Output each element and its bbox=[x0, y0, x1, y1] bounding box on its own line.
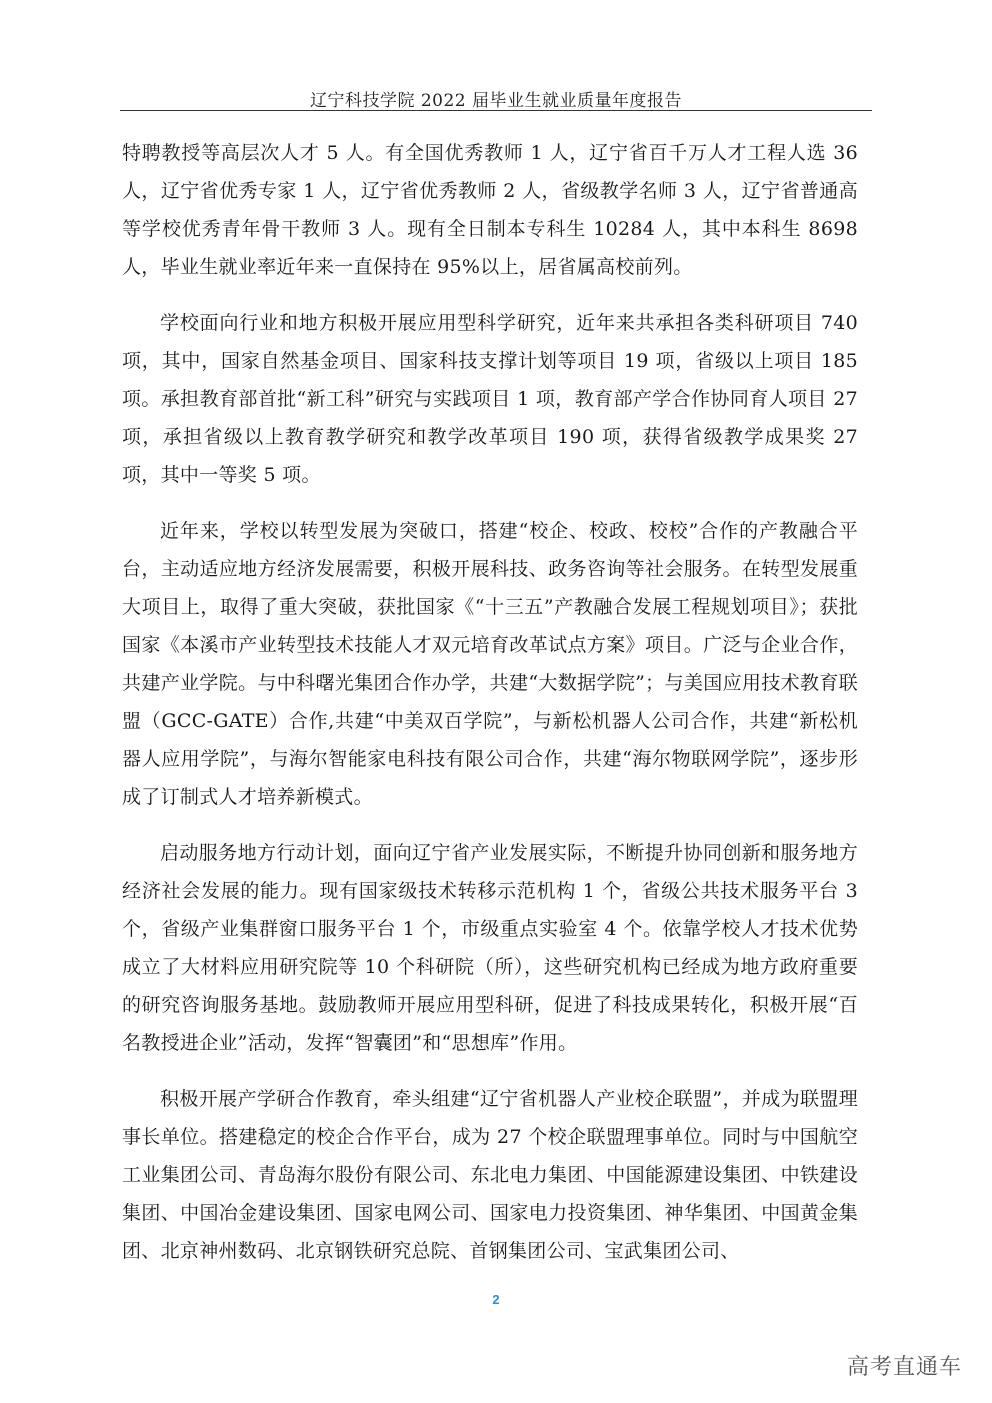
document-body bbox=[122, 134, 858, 1288]
paragraph-research: 学校面向行业和地方积极开展应用型科学研究，近年来共承担各类科研项目 740 项，其中，国家自然基金项目、国家科技支撑计划等项目 19 项，省级以上项目 185 项。承担教育部首批“新工科”研究与实践项目 1 项，教育部产学合作协同育人项目 27 项，承担省级以上教育教学研究和教学改革项目 190 项，获得省级教学成果奖 27 项，其中一等奖 5 项。 bbox=[122, 312, 858, 486]
paragraph-industry-cooperation: 积极开展产学研合作教育，牵头组建“辽宁省机器人产业校企联盟”，并成为联盟理事长单位。搭建稳定的校企合作平台，成为 27 个校企联盟理事单位。同时与中国航空工业集团公司、青岛海尔股份有限公司、东北电力集团、中国能源建设集团、中铁建设集团、中国冶金建设集团、国家电网公司、国家电力投资集团、神华集团、中国黄金集团、北京神州数码、北京钢铁研究总院、首钢集团公司、宝武集团公司、 bbox=[122, 1088, 858, 1262]
page-number: 2 bbox=[492, 1292, 500, 1307]
paragraph-continuation: 特聘教授等高层次人才 5 人。有全国优秀教师 1 人，辽宁省百千万人才工程人选 36 人，辽宁省优秀专家 1 人，辽宁省优秀教师 2 人，省级教学名师 3 人，辽宁省普通高等学校优秀青年骨干教师 3 人。现有全日制本专科生 10284 人，其中本科生 8698 人，毕业生就业率近年来一直保持在 95%以上，居省属高校前列。 bbox=[122, 142, 858, 278]
paragraph-transformation: 近年来，学校以转型发展为突破口，搭建“校企、校政、校校”合作的产教融合平台，主动适应地方经济发展需要，积极开展科技、政务咨询等社会服务。在转型发展重大项目上，取得了重大突破，获批国家《“十三五”产教融合发展工程规划项目》；获批国家《本溪市产业转型技术技能人才双元培育改革试点方案》项目。广泛与企业合作，共建产业学院。与中科曙光集团合作办学，共建“大数据学院”；与美国应用技术教育联盟（GCC-GATE）合作,共建“中美双百学院”，与新松机器人公司合作，共建“新松机器人应用学院”，与海尔智能家电科技有限公司合作，共建“海尔物联网学院”，逐步形成了订制式人才培养新模式。 bbox=[122, 520, 858, 808]
watermark-text: 高考直通车 bbox=[846, 1355, 962, 1380]
header-divider bbox=[120, 110, 872, 111]
page-header-title: 辽宁科技学院 2022 届毕业生就业质量年度报告 bbox=[309, 91, 683, 111]
paragraph-local-service: 启动服务地方行动计划，面向辽宁省产业发展实际，不断提升协同创新和服务地方经济社会发展的能力。现有国家级技术转移示范机构 1 个，省级公共技术服务平台 3 个，省级产业集群窗口服务平台 1 个，市级重点实验室 4 个。依靠学校人才技术优势成立了大材料应用研究院等 10 个科研院（所），这些研究机构已经成为地方政府重要的研究咨询服务基地。鼓励教师开展应用型科研，促进了科技成果转化，积极开展“百名教授进企业”活动，发挥“智囊团”和“思想库”作用。 bbox=[122, 842, 858, 1054]
